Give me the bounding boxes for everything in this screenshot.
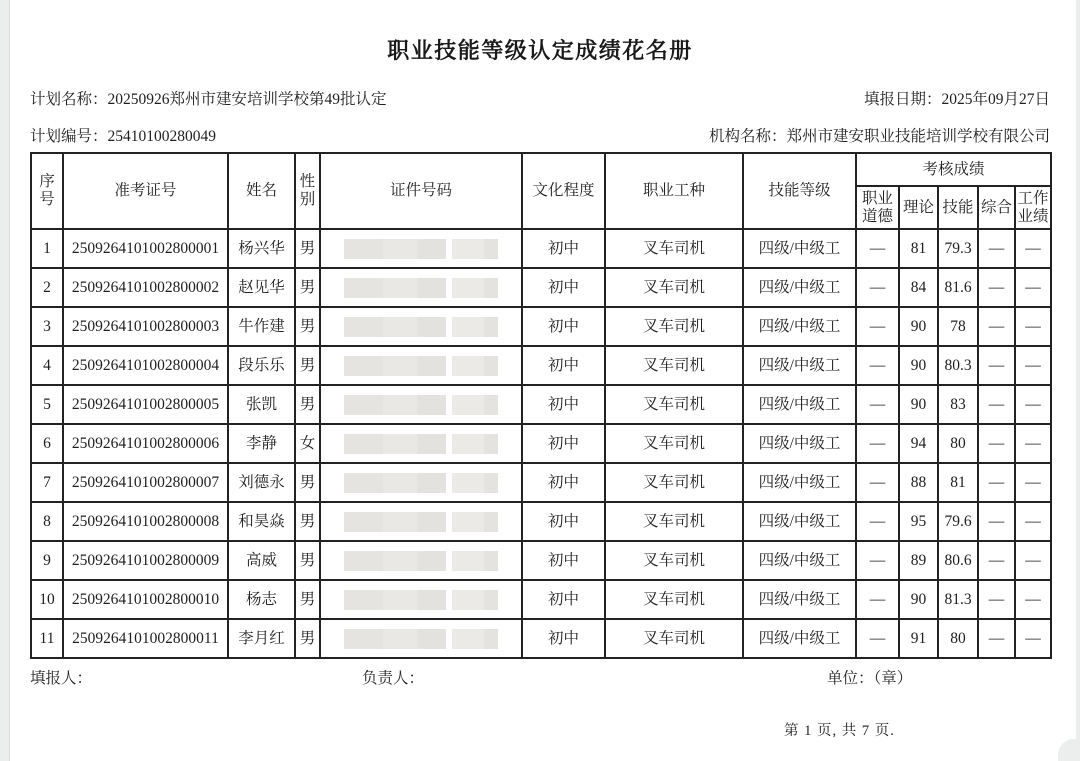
id-redaction-block bbox=[344, 278, 498, 298]
cell-occupation: 叉车司机 bbox=[605, 385, 743, 424]
cell-education: 初中 bbox=[522, 346, 605, 385]
cell-education: 初中 bbox=[522, 463, 605, 502]
cell-occupation: 叉车司机 bbox=[605, 424, 743, 463]
cell-ethics: — bbox=[856, 307, 899, 346]
id-redaction-block bbox=[344, 239, 498, 259]
cell-ethics: — bbox=[856, 385, 899, 424]
table-row bbox=[31, 268, 1051, 307]
cell-education: 初中 bbox=[522, 580, 605, 619]
cell-name: 李静 bbox=[228, 424, 295, 463]
table-row bbox=[31, 424, 1051, 463]
cell-level: 四级/中级工 bbox=[743, 541, 856, 580]
cell-ethics: — bbox=[856, 229, 899, 268]
cell-education: 初中 bbox=[522, 307, 605, 346]
cell-comprehensive: — bbox=[978, 307, 1015, 346]
cell-exam-no: 2509264101002800004 bbox=[63, 346, 228, 385]
cell-work: — bbox=[1015, 385, 1051, 424]
cell-id-number bbox=[320, 580, 522, 619]
table-row bbox=[31, 463, 1051, 502]
cell-seq: 3 bbox=[31, 307, 63, 346]
cell-name: 高威 bbox=[228, 541, 295, 580]
id-redaction-segment bbox=[452, 629, 498, 649]
cell-skill: 79.6 bbox=[938, 502, 978, 541]
cell-comprehensive: — bbox=[978, 385, 1015, 424]
cell-occupation: 叉车司机 bbox=[605, 463, 743, 502]
cell-comprehensive: — bbox=[978, 424, 1015, 463]
header-education: 文化程度 bbox=[522, 153, 605, 229]
id-redaction-segment bbox=[452, 434, 498, 454]
cell-level: 四级/中级工 bbox=[743, 385, 856, 424]
cell-ethics: — bbox=[856, 502, 899, 541]
results-table-body bbox=[31, 229, 1051, 658]
cell-ethics: — bbox=[856, 619, 899, 658]
cell-exam-no: 2509264101002800009 bbox=[63, 541, 228, 580]
header-level: 技能等级 bbox=[743, 153, 856, 229]
id-redaction-segment bbox=[452, 317, 498, 337]
cell-theory: 84 bbox=[899, 268, 938, 307]
cell-exam-no: 2509264101002800006 bbox=[63, 424, 228, 463]
cell-exam-no: 2509264101002800007 bbox=[63, 463, 228, 502]
id-redaction-block bbox=[344, 434, 498, 454]
cell-education: 初中 bbox=[522, 229, 605, 268]
report-date-value: 2025年09月27日 bbox=[941, 91, 1050, 108]
cell-work: — bbox=[1015, 307, 1051, 346]
window-corner-bottom-right bbox=[1058, 739, 1080, 761]
id-redaction-block bbox=[344, 356, 498, 376]
cell-level: 四级/中级工 bbox=[743, 346, 856, 385]
window-edge-right bbox=[1076, 0, 1080, 761]
cell-id-number bbox=[320, 385, 522, 424]
cell-comprehensive: — bbox=[978, 502, 1015, 541]
id-redaction-segment bbox=[344, 551, 446, 571]
cell-comprehensive: — bbox=[978, 463, 1015, 502]
header-work: 工作业绩 bbox=[1015, 186, 1051, 229]
cell-seq: 5 bbox=[31, 385, 63, 424]
plan-code-label: 计划编号： bbox=[30, 128, 108, 145]
cell-gender: 男 bbox=[295, 229, 320, 268]
plan-code-value: 25410100280049 bbox=[107, 128, 217, 145]
cell-work: — bbox=[1015, 502, 1051, 541]
cell-seq: 2 bbox=[31, 268, 63, 307]
id-redaction-segment bbox=[344, 317, 446, 337]
id-redaction-block bbox=[344, 317, 498, 337]
id-redaction-block bbox=[344, 629, 498, 649]
cell-education: 初中 bbox=[522, 385, 605, 424]
cell-id-number bbox=[320, 502, 522, 541]
cell-seq: 9 bbox=[31, 541, 63, 580]
cell-comprehensive: — bbox=[978, 346, 1015, 385]
cell-ethics: — bbox=[856, 424, 899, 463]
id-redaction-segment bbox=[452, 356, 498, 376]
cell-theory: 89 bbox=[899, 541, 938, 580]
id-redaction-segment bbox=[344, 590, 446, 610]
cell-name: 张凯 bbox=[228, 385, 295, 424]
cell-occupation: 叉车司机 bbox=[605, 502, 743, 541]
id-redaction-segment bbox=[452, 512, 498, 532]
cell-gender: 男 bbox=[295, 307, 320, 346]
cell-level: 四级/中级工 bbox=[743, 580, 856, 619]
cell-level: 四级/中级工 bbox=[743, 502, 856, 541]
cell-comprehensive: — bbox=[978, 229, 1015, 268]
cell-level: 四级/中级工 bbox=[743, 424, 856, 463]
id-redaction-block bbox=[344, 551, 498, 571]
cell-seq: 11 bbox=[31, 619, 63, 658]
results-table bbox=[30, 152, 1052, 659]
cell-theory: 90 bbox=[899, 346, 938, 385]
plan-name-label: 计划名称： bbox=[30, 91, 108, 108]
cell-work: — bbox=[1015, 268, 1051, 307]
id-redaction-segment bbox=[344, 239, 446, 259]
cell-comprehensive: — bbox=[978, 619, 1015, 658]
cell-education: 初中 bbox=[522, 268, 605, 307]
cell-theory: 90 bbox=[899, 580, 938, 619]
cell-id-number bbox=[320, 229, 522, 268]
cell-skill: 81 bbox=[938, 463, 978, 502]
cell-occupation: 叉车司机 bbox=[605, 346, 743, 385]
org-name-label: 机构名称： bbox=[708, 128, 787, 145]
table-row bbox=[31, 619, 1051, 658]
cell-seq: 10 bbox=[31, 580, 63, 619]
header-seq: 序号 bbox=[31, 153, 63, 229]
cell-work: — bbox=[1015, 229, 1051, 268]
report-date-label: 填报日期： bbox=[863, 91, 942, 108]
id-redaction-segment bbox=[344, 473, 446, 493]
cell-gender: 男 bbox=[295, 580, 320, 619]
table-row bbox=[31, 346, 1051, 385]
cell-id-number bbox=[320, 541, 522, 580]
cell-gender: 女 bbox=[295, 424, 320, 463]
cell-id-number bbox=[320, 424, 522, 463]
cell-seq: 7 bbox=[31, 463, 63, 502]
cell-exam-no: 2509264101002800005 bbox=[63, 385, 228, 424]
id-redaction-segment bbox=[452, 395, 498, 415]
id-redaction-segment bbox=[344, 356, 446, 376]
cell-theory: 88 bbox=[899, 463, 938, 502]
cell-seq: 4 bbox=[31, 346, 63, 385]
cell-name: 段乐乐 bbox=[228, 346, 295, 385]
cell-skill: 83 bbox=[938, 385, 978, 424]
header-ethics: 职业道德 bbox=[856, 186, 899, 229]
id-redaction-segment bbox=[452, 590, 498, 610]
info-line-1 bbox=[30, 87, 1050, 109]
id-redaction-segment bbox=[344, 512, 446, 532]
cell-work: — bbox=[1015, 346, 1051, 385]
header-occupation: 职业工种 bbox=[605, 153, 743, 229]
cell-theory: 81 bbox=[899, 229, 938, 268]
id-redaction-block bbox=[344, 512, 498, 532]
cell-theory: 90 bbox=[899, 385, 938, 424]
table-row bbox=[31, 385, 1051, 424]
cell-education: 初中 bbox=[522, 502, 605, 541]
header-comprehensive: 综合 bbox=[978, 186, 1015, 229]
org-name-value: 郑州市建安职业技能培训学校有限公司 bbox=[786, 128, 1050, 145]
cell-name: 杨兴华 bbox=[228, 229, 295, 268]
cell-theory: 91 bbox=[899, 619, 938, 658]
cell-ethics: — bbox=[856, 346, 899, 385]
table-row bbox=[31, 229, 1051, 268]
cell-level: 四级/中级工 bbox=[743, 229, 856, 268]
cell-theory: 94 bbox=[899, 424, 938, 463]
cell-skill: 81.6 bbox=[938, 268, 978, 307]
header-theory: 理论 bbox=[899, 186, 938, 229]
cell-exam-no: 2509264101002800003 bbox=[63, 307, 228, 346]
cell-id-number bbox=[320, 307, 522, 346]
cell-gender: 男 bbox=[295, 502, 320, 541]
id-redaction-segment bbox=[452, 239, 498, 259]
cell-exam-no: 2509264101002800011 bbox=[63, 619, 228, 658]
cell-exam-no: 2509264101002800010 bbox=[63, 580, 228, 619]
cell-id-number bbox=[320, 268, 522, 307]
cell-occupation: 叉车司机 bbox=[605, 619, 743, 658]
header-gender: 性别 bbox=[295, 153, 320, 229]
cell-gender: 男 bbox=[295, 619, 320, 658]
header-score-group: 考核成绩 bbox=[856, 153, 1051, 186]
table-header bbox=[31, 153, 1051, 229]
cell-occupation: 叉车司机 bbox=[605, 229, 743, 268]
cell-id-number bbox=[320, 463, 522, 502]
cell-work: — bbox=[1015, 580, 1051, 619]
cell-skill: 78 bbox=[938, 307, 978, 346]
manager-label: 负责人： bbox=[362, 670, 425, 687]
cell-exam-no: 2509264101002800001 bbox=[63, 229, 228, 268]
cell-education: 初中 bbox=[522, 424, 605, 463]
cell-gender: 男 bbox=[295, 385, 320, 424]
header-exam-no: 准考证号 bbox=[63, 153, 228, 229]
cell-gender: 男 bbox=[295, 268, 320, 307]
id-redaction-block bbox=[344, 395, 498, 415]
cell-level: 四级/中级工 bbox=[743, 463, 856, 502]
cell-occupation: 叉车司机 bbox=[605, 268, 743, 307]
cell-seq: 6 bbox=[31, 424, 63, 463]
cell-seq: 8 bbox=[31, 502, 63, 541]
cell-ethics: — bbox=[856, 463, 899, 502]
cell-exam-no: 2509264101002800002 bbox=[63, 268, 228, 307]
cell-name: 刘德永 bbox=[228, 463, 295, 502]
cell-work: — bbox=[1015, 463, 1051, 502]
table-row bbox=[31, 307, 1051, 346]
cell-gender: 男 bbox=[295, 463, 320, 502]
cell-seq: 1 bbox=[31, 229, 63, 268]
id-redaction-block bbox=[344, 590, 498, 610]
id-redaction-segment bbox=[344, 278, 446, 298]
id-redaction-block bbox=[344, 473, 498, 493]
header-name: 姓名 bbox=[228, 153, 295, 229]
cell-education: 初中 bbox=[522, 541, 605, 580]
cell-level: 四级/中级工 bbox=[743, 268, 856, 307]
cell-name: 杨志 bbox=[228, 580, 295, 619]
cell-theory: 90 bbox=[899, 307, 938, 346]
table-row bbox=[31, 502, 1051, 541]
cell-id-number bbox=[320, 619, 522, 658]
window-edge-left bbox=[0, 0, 10, 761]
id-redaction-segment bbox=[452, 278, 498, 298]
cell-ethics: — bbox=[856, 268, 899, 307]
cell-occupation: 叉车司机 bbox=[605, 307, 743, 346]
cell-comprehensive: — bbox=[978, 580, 1015, 619]
cell-level: 四级/中级工 bbox=[743, 307, 856, 346]
cell-occupation: 叉车司机 bbox=[605, 580, 743, 619]
cell-occupation: 叉车司机 bbox=[605, 541, 743, 580]
plan-name-value: 20250926郑州市建安培训学校第49批认定 bbox=[107, 91, 387, 108]
unit-seal-label: 单位：（章） bbox=[827, 670, 913, 687]
cell-level: 四级/中级工 bbox=[743, 619, 856, 658]
cell-name: 李月红 bbox=[228, 619, 295, 658]
id-redaction-segment bbox=[344, 395, 446, 415]
cell-comprehensive: — bbox=[978, 541, 1015, 580]
id-redaction-segment bbox=[452, 551, 498, 571]
cell-skill: 80 bbox=[938, 424, 978, 463]
page-title: 职业技能等级认定成绩花名册 bbox=[387, 38, 693, 63]
cell-work: — bbox=[1015, 541, 1051, 580]
cell-name: 赵见华 bbox=[228, 268, 295, 307]
cell-ethics: — bbox=[856, 580, 899, 619]
cell-ethics: — bbox=[856, 541, 899, 580]
cell-name: 牛作建 bbox=[228, 307, 295, 346]
cell-name: 和昊焱 bbox=[228, 502, 295, 541]
page-indicator: 第 1 页, 共 7 页. bbox=[784, 723, 895, 739]
cell-gender: 男 bbox=[295, 541, 320, 580]
cell-skill: 80.3 bbox=[938, 346, 978, 385]
cell-work: — bbox=[1015, 619, 1051, 658]
cell-skill: 79.3 bbox=[938, 229, 978, 268]
cell-comprehensive: — bbox=[978, 268, 1015, 307]
id-redaction-segment bbox=[344, 629, 446, 649]
cell-skill: 80.6 bbox=[938, 541, 978, 580]
cell-id-number bbox=[320, 346, 522, 385]
cell-theory: 95 bbox=[899, 502, 938, 541]
cell-work: — bbox=[1015, 424, 1051, 463]
id-redaction-segment bbox=[344, 434, 446, 454]
table-row bbox=[31, 580, 1051, 619]
cell-skill: 80 bbox=[938, 619, 978, 658]
cell-skill: 81.3 bbox=[938, 580, 978, 619]
cell-education: 初中 bbox=[522, 619, 605, 658]
id-redaction-segment bbox=[452, 473, 498, 493]
info-line-2 bbox=[30, 124, 1050, 146]
filler-label: 填报人： bbox=[30, 670, 93, 687]
cell-gender: 男 bbox=[295, 346, 320, 385]
header-id-number: 证件号码 bbox=[320, 153, 522, 229]
header-skill: 技能 bbox=[938, 186, 978, 229]
cell-exam-no: 2509264101002800008 bbox=[63, 502, 228, 541]
table-row bbox=[31, 541, 1051, 580]
